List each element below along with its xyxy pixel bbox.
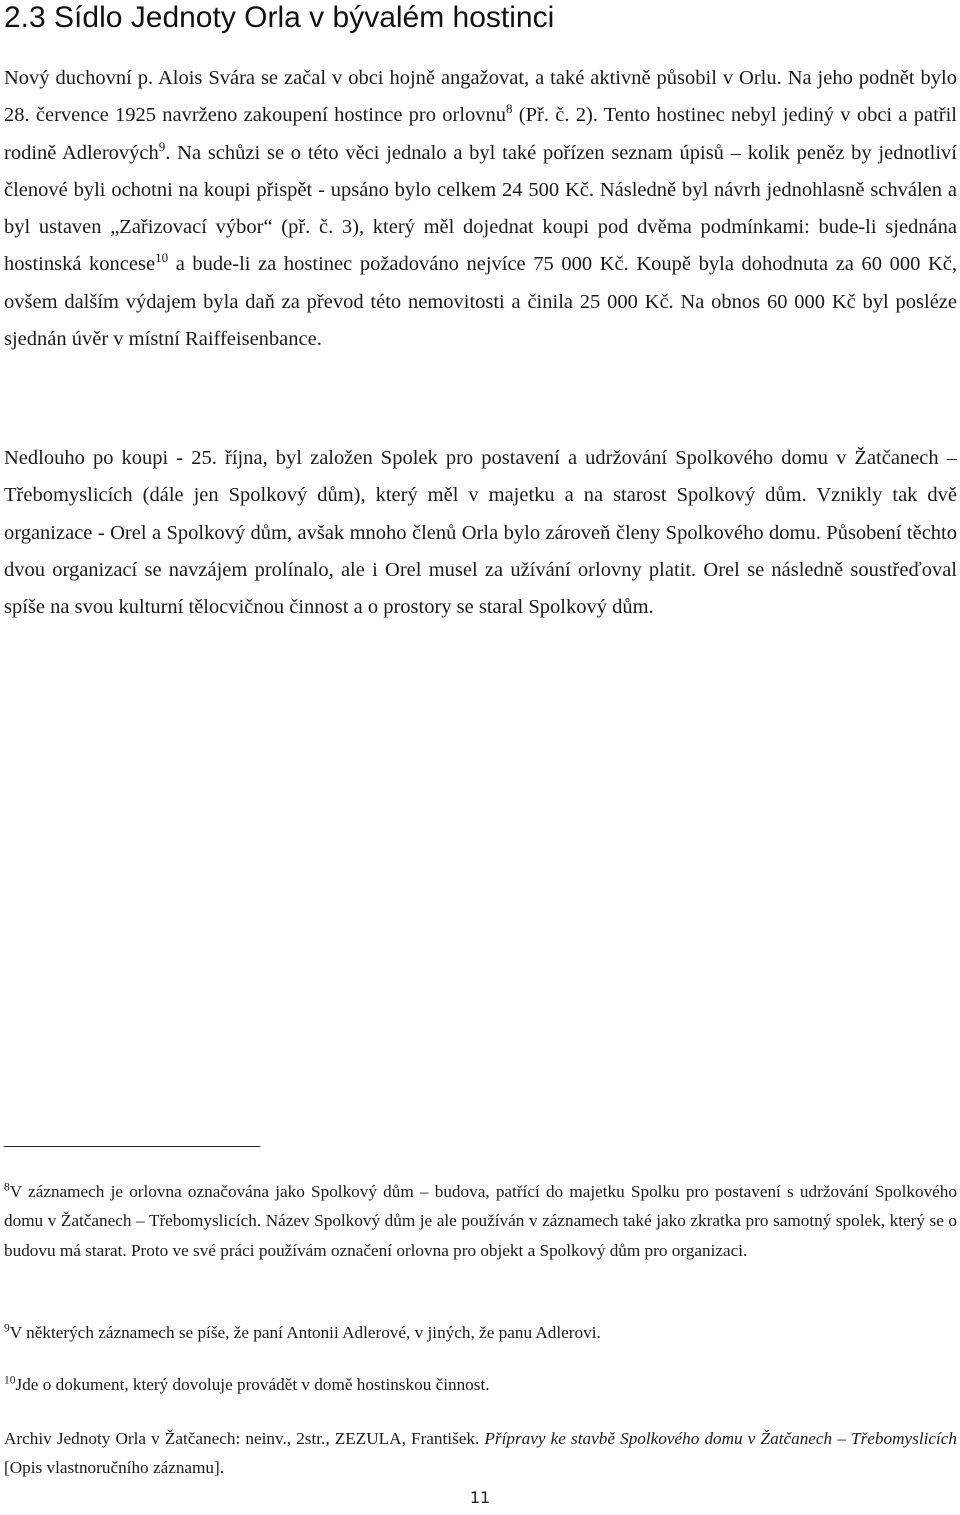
footnote-10-mark: 10 (4, 1374, 16, 1387)
footnote-9-mark: 9 (4, 1322, 10, 1335)
paragraph-2: Nedlouho po koupi - 25. října, byl založen Spolek pro postavení a udržování Spolkového domu v Žatčanech – Třebomyslicích (dále jen Spolkový dům), který měl v majetku a na starost Spolkový dům. Vznikly tak dvě organizace - Orel a Spolkový dům, avšak mnoho členů Orla bylo zároveň členy Spolkového domu. Působení těchto dvou organizací se navzájem prolínalo, ale i Orel musel za užívání orlovny platit. Orel se následně soustřeďoval spíše na svou kulturní tělocvičnou činnost a o prostory se staral Spolkový dům. (4, 447, 957, 619)
paragraph-1-text-d: a bude-li za hostinec požadováno nejvíce 75 000 Kč. Koupě byla dohodnuta za 60 000 Kč, ovšem dalším výdajem byla daň za převod této nemovitosti a činila 25 000 Kč. Na obnos 60 000 Kč byl posléze sjednán úvěr v místní Raiffeisenbance. (4, 253, 957, 351)
paragraph-1-text-a: Nový duchovní p. Alois Svára se začal v obci hojně angažovat, a také aktivně působil v Orlu. Na jeho podnět bylo 28. července 1925 navrženo zakoupení hostince pro orlovnu (4, 67, 957, 127)
source-text-a: Archiv Jednoty Orla v Žatčanech: neinv., 2str., ZEZULA, František. (4, 1429, 485, 1448)
footnote-ref-10[interactable]: 10 (155, 250, 169, 266)
footnote-8-mark: 8 (4, 1181, 10, 1194)
footnote-ref-9[interactable]: 9 (158, 138, 166, 154)
source-citation (4, 1424, 957, 1483)
page-number: 11 (469, 1488, 491, 1507)
footnote-separator (4, 1146, 260, 1147)
section-heading: 2.3 Sídlo Jednoty Orla v bývalém hostinci (4, 1, 555, 34)
source-text-b: [Opis vlastnoručního záznamu]. (4, 1458, 225, 1478)
paragraph-1-text-c: . Na schůzi se o této věci jednalo a byl také pořízen seznam úpisů – kolik peněz by jednotliví členové byli ochotni na koupi přispět - upsáno bylo celkem 24 500 Kč. Následně byl návrh jednohlasně schválen a byl ustaven „Zařizovací výbor“ (př. č. 3), který měl dojednat koupi pod dvěma podmínkami: bude-li sjednána hostinská koncese (4, 141, 958, 276)
footnote-10 (4, 1370, 957, 1399)
paragraph-1 (4, 60, 957, 358)
footnote-9 (4, 1318, 957, 1347)
footnote-ref-8[interactable]: 8 (506, 101, 513, 117)
source-title: Přípravy ke stavbě Spolkového domu v Žatčanech – Třebomyslicích (484, 1429, 957, 1448)
footnote-8-text: V záznamech je orlovna označována jako Spolkový dům – budova, patřící do majetku Spolku pro postavení s udržování Spolkového domu v Žatčanech – Třebomyslicích. Název Spolkový dům je ale používán v záznamech také jako zkratka pro samotný spolek, který se o budovu má starat. Proto ve své práci používám označení orlovna pro objekt a Spolkový dům pro organizaci. (4, 1182, 957, 1260)
paragraph-1-text-b: (Př. č. 2). Tento hostinec nebyl jediný v obci a patřil rodině Adlerových (4, 104, 957, 164)
footnote-9-text: V některých záznamech se píše, že paní Antonii Adlerové, v jiných, že panu Adlerovi. (9, 1323, 601, 1342)
footnote-8 (4, 1177, 957, 1265)
footnote-10-text: Jde o dokument, který dovoluje provádět v domě hostinskou činnost. (15, 1375, 490, 1394)
